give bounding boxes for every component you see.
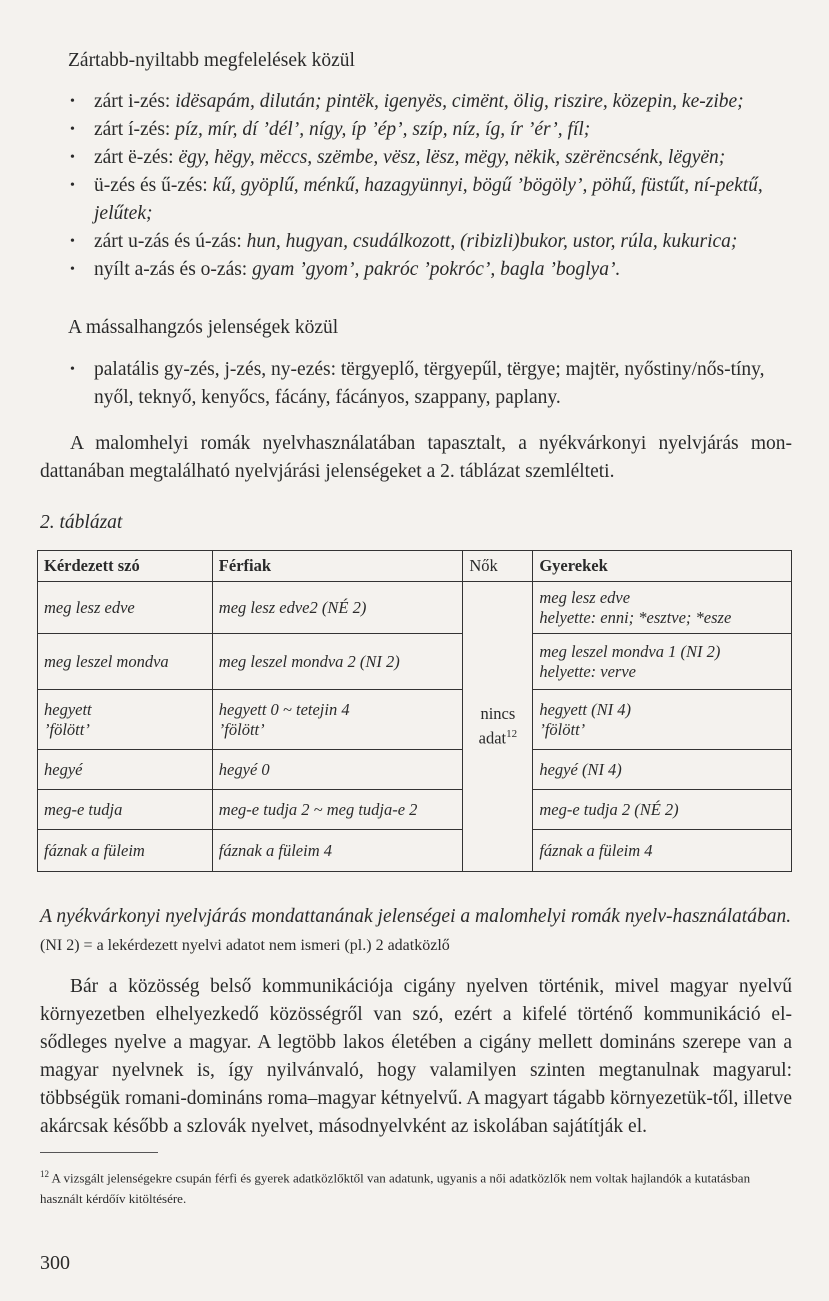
table-row [38, 830, 792, 872]
column-header-women: Nők [463, 551, 533, 582]
table-cell: hegyé (NI 4) [533, 750, 792, 790]
table-header-row [38, 551, 792, 582]
table-cell: meg lesz edve [38, 582, 213, 634]
footnote-divider [40, 1152, 158, 1153]
list-item: • ü-zés és ű-zés: kű, gyöplű, ménkű, hazagyünnyi, bögű ’bögöly’, pöhű, füstűt, ní-pektű, jelűtek; [70, 172, 790, 228]
list-item: • palatális gy-zés, j-zés, ny-ezés: tërgyeplő, tërgyepűl, tërgye; majtër, nyőstiny/nős-tíny, nyől, teknyő, kenyőcs, fácány, fácányos, szappany, paplany. [70, 356, 790, 412]
table-row [38, 690, 792, 750]
list-item: • zárt i-zés: idësapám, dilután; pintëk, igenyës, cimënt, ölig, riszire, közepin, ke-zibe; [70, 88, 790, 116]
bullet-icon: • [70, 234, 75, 249]
table-row [38, 750, 792, 790]
bullet-icon: • [70, 178, 75, 193]
table-cell: hegyett 0 ~ tetejin 4 ’fölött’ [212, 690, 463, 750]
table-cell: meg leszel mondva 1 (NI 2) helyette: verve [533, 634, 792, 690]
vowel-feature-list [70, 88, 790, 284]
bullet-icon: • [70, 362, 75, 377]
table-cell: fáznak a füleim [38, 830, 213, 872]
footnote-ref: 12 [506, 728, 518, 741]
list-item: • zárt ë-zés: ëgy, hëgy, mëccs, szëmbe, vësz, lësz, mëgy, nëkik, szërëncsénk, lëgyën; [70, 144, 790, 172]
table-cell: hegyett ’fölött’ [38, 690, 213, 750]
table-cell: fáznak a füleim 4 [533, 830, 792, 872]
table-row [38, 634, 792, 690]
table-cell: meg lesz edve2 (NÉ 2) [212, 582, 463, 634]
bullet-icon: • [70, 122, 75, 137]
table-cell: meg-e tudja [38, 790, 213, 830]
footnote: $^{12}$ A vizsgált jelenségekre csupán férfi és gyerek adatközlőktől van adatunk, ugyanis a női adatközlők nem voltak hajlandók a kutatásban használt kérdőív kitöltésére. [40, 1169, 751, 1207]
table-cell: meg-e tudja 2 ~ meg tudja-e 2 [212, 790, 463, 830]
table-cell: fáznak a füleim 4 [212, 830, 463, 872]
section-heading-vowels: Zártabb-nyiltabb megfelelések közül [68, 50, 355, 71]
table-caption: 2. táblázat [40, 512, 123, 533]
table-cell: hegyett (NI 4) ’fölött’ [533, 690, 792, 750]
page-number: 300 [40, 1252, 70, 1274]
column-header-question: Kérdezett szó [38, 551, 213, 582]
list-item: • zárt í-zés: píz, mír, dí ’dél’, nígy, íp ’ép’, szíp, níz, íg, ír ’ér’, fíl; [70, 116, 790, 144]
table-row [38, 790, 792, 830]
table-row [38, 582, 792, 634]
dialect-table [37, 550, 792, 872]
list-item: • zárt u-zás és ú-zás: hun, hugyan, csudálkozott, (ribizli)bukor, ustor, rúla, kukurica; [70, 228, 790, 256]
bullet-icon: • [70, 262, 75, 277]
column-header-children: Gyerekek [533, 551, 792, 582]
intro-paragraph: A malomhelyi romák nyelvhasználatában tapasztalt, a nyékvárkonyi nyelvjárás mon-dattanában megtalálható nyelvjárási jelenségeket a 2. táblázat szemlélteti. [40, 433, 792, 482]
bullet-icon: • [70, 150, 75, 165]
table-cell: meg-e tudja 2 (NÉ 2) [533, 790, 792, 830]
table-cell: meg leszel mondva 2 (NI 2) [212, 634, 463, 690]
no-data-cell: nincs adat$^{12}$ [463, 582, 533, 872]
body-paragraph: Bár a közösség belső kommunikációja cigány nyelven történik, mivel magyar nyelvű környezetben elhelyezkedő közösségről van szó, ezért a kifelé történő kommunikáció el-sődleges nyelve a magyar. A legtöbb lakos életében a cigány mellett domináns szerepe van a magyar nyelvnek is, így nyilvánvaló, hogy valamilyen szinten megtanulnak magyarul: többségük romani-domináns roma–magyar kétnyelvű. A magyart tágabb környezetük-től, illetve akárcsak később a szlovák nyelvet, másodnyelvként az iskolában sajátítják el. [40, 976, 792, 1137]
table-cell: meg lesz edve helyette: enni; *esztve; *esze [533, 582, 792, 634]
section-heading-consonants: A mássalhangzós jelenségek közül [68, 317, 339, 338]
table-note: A nyékvárkonyi nyelvjárás mondattanának jelenségei a malomhelyi romák nyelv-használatában. (NI 2) = a lekérdezett nyelvi adatot nem ismeri (pl.) 2 adatközlő [40, 906, 792, 954]
list-item: • nyílt a-zás és o-zás: gyam ’gyom’, pakróc ’pokróc’, bagla ’boglya’. [70, 256, 790, 284]
footnote-number: 12 [40, 1169, 49, 1179]
column-header-men: Férfiak [212, 551, 463, 582]
table-cell: hegyé 0 [212, 750, 463, 790]
consonant-feature-list [70, 356, 790, 412]
table-cell: hegyé [38, 750, 213, 790]
bullet-icon: • [70, 94, 75, 109]
table-cell: meg leszel mondva [38, 634, 213, 690]
